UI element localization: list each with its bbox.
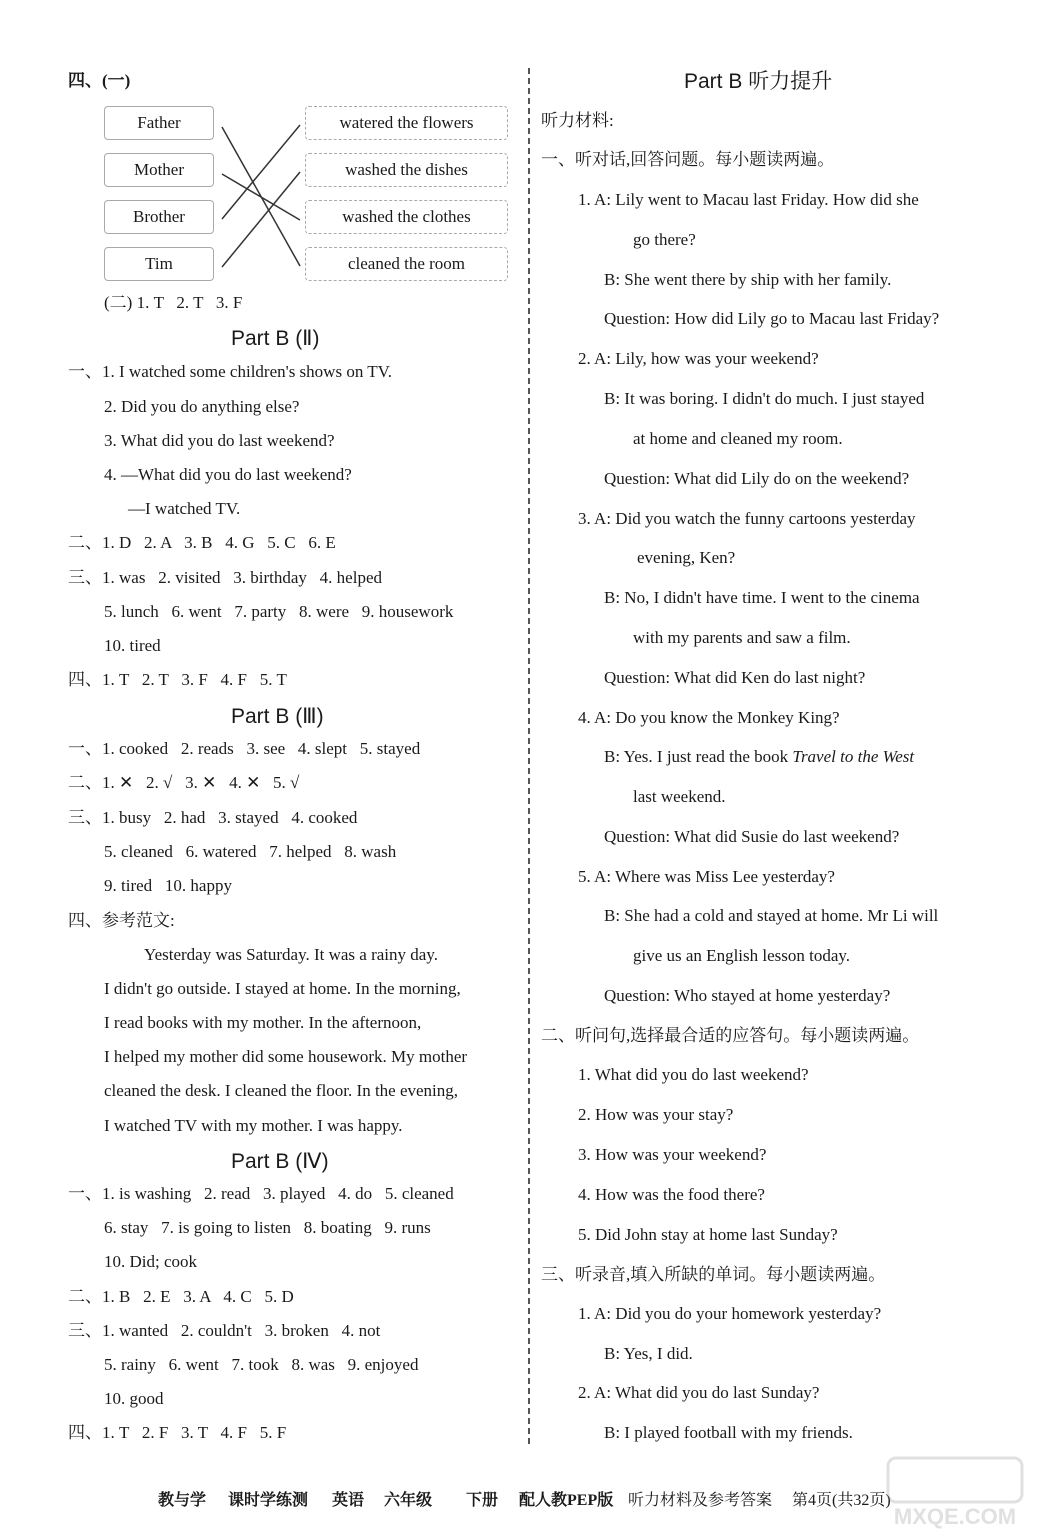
- footer-grade: 六年级: [384, 1492, 433, 1509]
- partB3-q4-title: 四、参考范文:: [68, 911, 175, 930]
- essay-line: cleaned the desk. I cleaned the floor. In the evening,: [104, 1081, 459, 1100]
- partB2-q3-2: 5. lunch 6. went 7. party 8. were 9. housework: [104, 602, 454, 621]
- question-line: 1. What did you do last weekend?: [578, 1065, 809, 1084]
- essay-line: I didn't go outside. I stayed at home. In the morning,: [104, 979, 461, 998]
- question-line: 5. Did John stay at home last Sunday?: [578, 1225, 838, 1244]
- partB4-q2: 二、1. B 2. E 3. A 4. C 5. D: [68, 1287, 294, 1306]
- dialog-line: B: No, I didn't have time. I went to the cinema: [604, 588, 920, 607]
- dialog-line: 1. A: Lily went to Macau last Friday. How did she: [578, 190, 919, 209]
- partB2-q2: 二、1. D 2. A 3. B 4. G 5. C 6. E: [68, 533, 336, 552]
- dialog-line: 5. A: Where was Miss Lee yesterday?: [578, 867, 835, 886]
- dialog-question: Question: What did Susie do last weekend?: [604, 827, 900, 846]
- partB4-q3-3: 10. good: [104, 1389, 164, 1408]
- watermark-text: MXQE.COM: [893, 1504, 1017, 1529]
- partB2-q1-4b: —I watched TV.: [128, 499, 241, 518]
- partB2-title: Part B (Ⅱ): [231, 327, 320, 350]
- question-line: 2. How was your stay?: [578, 1105, 734, 1124]
- dialog-line: 1. A: Did you do your homework yesterday?: [578, 1304, 882, 1323]
- footer-subject: 英语: [332, 1492, 365, 1509]
- dialog-line: 4. A: Do you know the Monkey King?: [578, 708, 840, 727]
- materials-label: 听力材料:: [541, 111, 614, 130]
- match-left-brother: Brother: [104, 200, 214, 234]
- essay-line: I helped my mother did some housework. My mother: [104, 1047, 468, 1066]
- section1-title: 一、听对话,回答问题。每小题读两遍。: [541, 150, 835, 169]
- dialog-line: 3. A: Did you watch the funny cartoons yesterday: [578, 509, 916, 528]
- dialog-question: Question: How did Lily go to Macau last Friday?: [604, 309, 940, 328]
- section-4-title: 四、(一): [68, 71, 131, 90]
- section3-title: 三、听录音,填入所缺的单词。每小题读两遍。: [541, 1265, 886, 1284]
- dialog-line: B: She had a cold and stayed at home. Mr Li will: [604, 906, 939, 925]
- footer-brand: 教与学: [158, 1492, 207, 1509]
- partB4-q3-2: 5. rainy 6. went 7. took 8. was 9. enjoyed: [104, 1355, 419, 1374]
- footer-page-number: 第4页(共32页): [792, 1492, 891, 1509]
- partB2-q3-3: 10. tired: [104, 636, 161, 655]
- match-right-4: cleaned the room: [305, 247, 508, 281]
- match-line-tim: [222, 172, 300, 267]
- dialog-line: B: It was boring. I didn't do much. I just stayed: [604, 389, 925, 408]
- dialog-question: Question: Who stayed at home yesterday?: [604, 986, 891, 1005]
- dialog-line-text: B: Yes. I just read the book: [604, 747, 793, 766]
- footer-edition: 配人教PEP版: [519, 1492, 614, 1509]
- dialog-question: Question: What did Ken do last night?: [604, 668, 866, 687]
- dialog-line: go there?: [633, 230, 696, 249]
- footer-section: 听力材料及参考答案: [628, 1492, 773, 1509]
- dialog-line: B: I played football with my friends.: [604, 1423, 853, 1442]
- dialog-line: with my parents and saw a film.: [633, 628, 851, 647]
- partB4-title: Part B (Ⅳ): [231, 1150, 329, 1173]
- partB3-q2: 二、1. ✕ 2. √ 3. ✕ 4. ✕ 5. √: [68, 773, 300, 792]
- dialog-line: last weekend.: [633, 787, 726, 806]
- essay-line: I watched TV with my mother. I was happy.: [104, 1116, 403, 1135]
- dialog-line: at home and cleaned my room.: [633, 429, 843, 448]
- dialog-line: [604, 748, 914, 765]
- dialog-line: B: Yes, I did.: [604, 1344, 693, 1363]
- question-line: 3. How was your weekend?: [578, 1145, 767, 1164]
- partB4-q4: 四、1. T 2. F 3. T 4. F 5. F: [68, 1423, 287, 1442]
- column-divider: [528, 68, 530, 1444]
- match-right-1: watered the flowers: [305, 106, 508, 140]
- dialog-line: 2. A: What did you do last Sunday?: [578, 1383, 820, 1402]
- partB3-q3-2: 5. cleaned 6. watered 7. helped 8. wash: [104, 842, 397, 861]
- partB3-q1: 一、1. cooked 2. reads 3. see 4. slept 5. stayed: [68, 739, 421, 758]
- question-line: 4. How was the food there?: [578, 1185, 765, 1204]
- dialog-question: Question: What did Lily do on the weekend?: [604, 469, 910, 488]
- partB2-q1-1: 一、1. I watched some children's shows on TV.: [68, 362, 392, 381]
- match-left-mother: Mother: [104, 153, 214, 187]
- partB3-title: Part B (Ⅲ): [231, 705, 324, 728]
- partB3-q3-3: 9. tired 10. happy: [104, 876, 232, 895]
- partB4-q1-3: 10. Did; cook: [104, 1252, 198, 1271]
- match-left-father: Father: [104, 106, 214, 140]
- partB2-q1-3: 3. What did you do last weekend?: [104, 431, 335, 450]
- dialog-line: 2. A: Lily, how was your weekend?: [578, 349, 819, 368]
- listening-title: Part B 听力提升: [684, 70, 833, 93]
- match-line-brother: [222, 125, 300, 219]
- partB4-q1-2: 6. stay 7. is going to listen 8. boating 9. runs: [104, 1218, 431, 1237]
- partB4-q3-1: 三、1. wanted 2. couldn't 3. broken 4. not: [68, 1321, 381, 1340]
- footer-series: 课时学练测: [228, 1492, 309, 1509]
- partB2-q4: 四、1. T 2. T 3. F 4. F 5. T: [68, 670, 287, 689]
- book-title: Travel to the West: [792, 747, 915, 766]
- partB2-q3-1: 三、1. was 2. visited 3. birthday 4. helped: [68, 568, 382, 587]
- partB3-q3-1: 三、1. busy 2. had 3. stayed 4. cooked: [68, 808, 358, 827]
- essay-line: Yesterday was Saturday. It was a rainy day.: [144, 945, 438, 964]
- dialog-line: give us an English lesson today.: [633, 946, 851, 965]
- section-4-part2: (二) 1. T 2. T 3. F: [104, 293, 243, 312]
- dialog-line: evening, Ken?: [637, 548, 736, 567]
- footer-volume: 下册: [466, 1492, 499, 1509]
- partB4-q1-1: 一、1. is washing 2. read 3. played 4. do 5. cleaned: [68, 1184, 454, 1203]
- dialog-line: B: She went there by ship with her family.: [604, 270, 892, 289]
- watermark-logo: [880, 1452, 1030, 1532]
- match-line-mother: [222, 174, 300, 220]
- match-right-3: washed the clothes: [305, 200, 508, 234]
- essay-line: I read books with my mother. In the afternoon,: [104, 1013, 422, 1032]
- partB2-q1-4: 4. —What did you do last weekend?: [104, 465, 352, 484]
- partB2-q1-2: 2. Did you do anything else?: [104, 397, 300, 416]
- match-right-2: washed the dishes: [305, 153, 508, 187]
- match-left-tim: Tim: [104, 247, 214, 281]
- section2-title: 二、听问句,选择最合适的应答句。每小题读两遍。: [541, 1026, 920, 1045]
